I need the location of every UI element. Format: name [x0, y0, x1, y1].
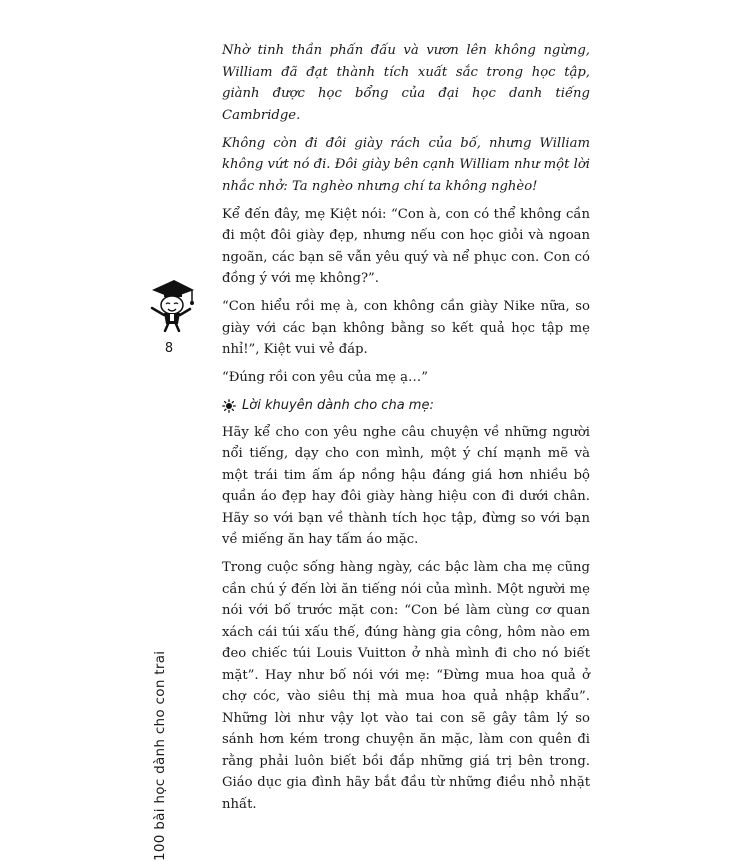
- story-paragraph: Không còn đi đôi giày rách của bố, nhưng William không vứt nó đi. Đôi giày bên cạnh William như một lời nhắc nhở: Ta nghèo nhưng chí ta không nghèo!: [222, 135, 590, 194]
- story-paragraph: Kể đến đây, mẹ Kiệt nói: “Con à, con có thể không cần đi một đôi giày đẹp, nhưng nếu con học giỏi và ngoan ngoãn, các bạn sẽ vẫn yêu quý và nể phục con. Con có đồng ý với mẹ không?”.: [222, 206, 590, 286]
- advice-heading-label: Lời khuyên dành cho cha mẹ:: [242, 398, 434, 413]
- advice-paragraph: Trong cuộc sống hàng ngày, các bậc làm cha mẹ cũng cần chú ý đến lời ăn tiếng nói của mình. Một người mẹ nói với bố trước mặt con: “Con bé làm cùng cơ quan xách cái túi xấu thế, đúng hàng gia công, hôm nào em đeo chiếc túi Louis Vuitton ở nhà mình đi cho nó biết mặt”. Hay như bố nói với mẹ: “Đừng mua hoa quả ở chợ cóc, vào siêu thị mà mua hoa quả nhập khẩu”. Những lời như vậy lọt vào tai con sẽ gây tâm lý so sánh hơn kém trong chuyện ăn mặc, làm con quên đi rằng phải luôn biết bồi đắp những giá trị bên trong. Giáo dục gia đình hãy bắt đầu từ những điều nhỏ nhặt nhất.: [222, 560, 590, 812]
- sun-icon: [222, 399, 236, 413]
- book-title: 100 bài học dành cho con trai: [152, 650, 168, 861]
- side-margin: [140, 278, 202, 861]
- advice-heading: [222, 395, 590, 417]
- body-text: [222, 40, 590, 822]
- story-paragraph: “Con hiểu rồi mẹ à, con không cần giày Nike nữa, so giày với các bạn không bằng so kết quả học tập mẹ nhỉ!”, Kiệt vui vẻ đáp.: [222, 299, 590, 357]
- story-paragraph: “Đúng rồi con yêu của mẹ ạ…”: [222, 370, 428, 385]
- page-number: 8: [164, 341, 174, 356]
- graduate-mascot-icon: [144, 278, 196, 332]
- advice-paragraph: Hãy kể cho con yêu nghe câu chuyện về những người nổi tiếng, dạy cho con mình, một ý chí mạnh mẽ và một trái tim ấm áp nồng hậu đáng giá hơn nhiều bộ quần áo đẹp hay đôi giày hàng hiệu con đi dưới chân. Hãy so với bạn về thành tích học tập, đừng so với bạn về miếng ăn hay tấm áo mặc.: [222, 424, 590, 547]
- story-paragraph: Nhờ tinh thần phấn đấu và vươn lên không ngừng, William đã đạt thành tích xuất sắc trong học tập, giành được học bổng của đại học danh tiếng Cambridge.: [222, 43, 590, 123]
